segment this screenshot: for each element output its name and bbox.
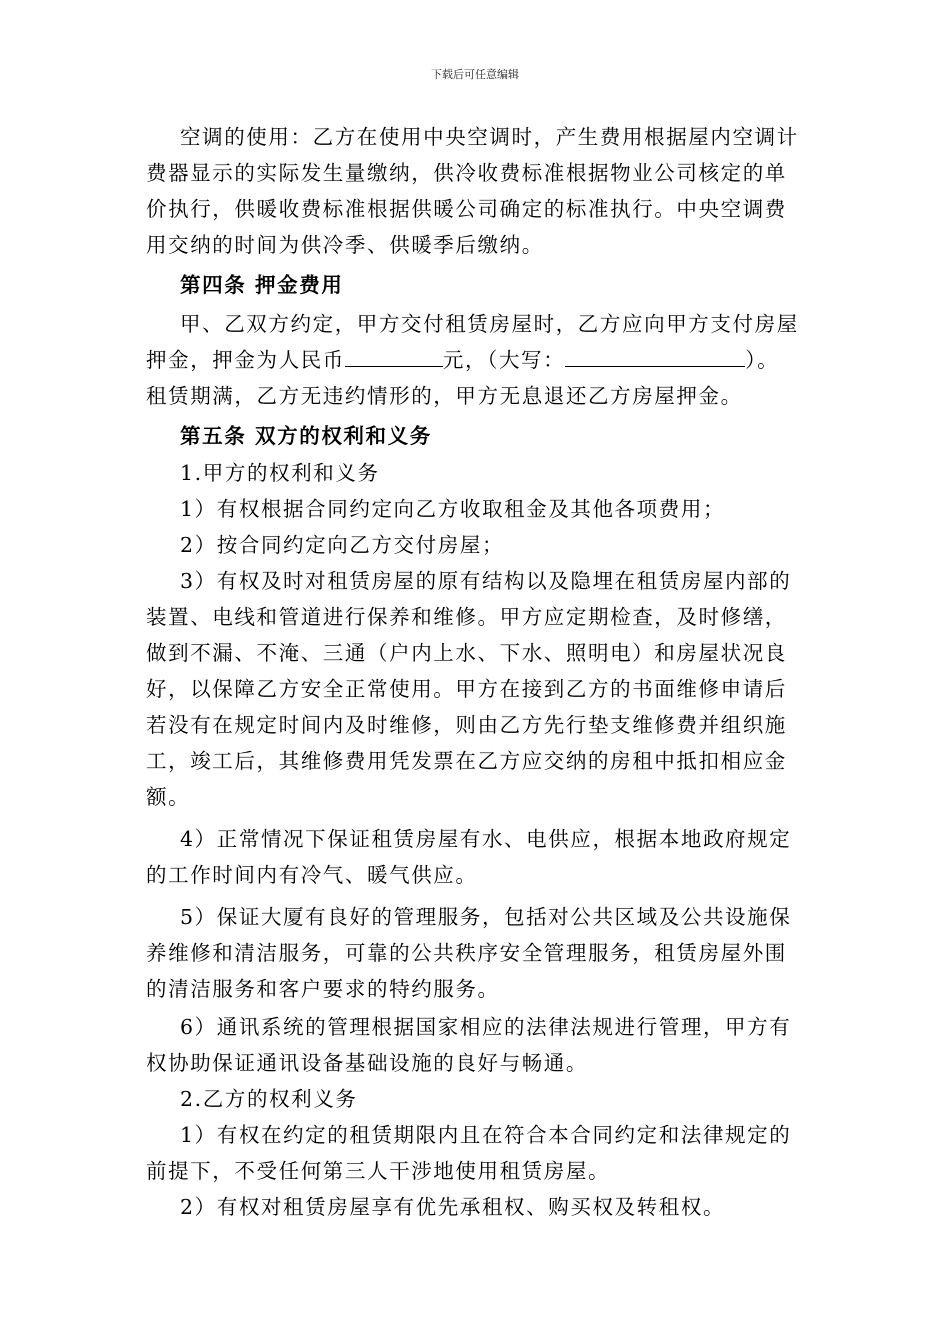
paragraph-line: 价执行，供暖收费标准根据供暖公司确定的标准执行。中央空调费	[146, 197, 787, 221]
paragraph-line: 空调的使用：乙方在使用中央空调时，产生费用根据屋内空调计	[180, 125, 799, 149]
paragraph-line: 权协助保证通讯设备基础设施的良好与畅通。	[146, 1051, 588, 1075]
deposit-text-2: 元，（大写：	[442, 348, 566, 372]
deposit-amount-line	[146, 347, 779, 373]
subsection-heading: 2.乙方的权利义务	[180, 1087, 358, 1111]
list-item: 1）有权在约定的租赁期限内且在符合本合同约定和法律规定的	[180, 1123, 792, 1147]
paragraph-line: 好，以保障乙方安全正常使用。甲方在接到乙方的书面维修申请后	[146, 677, 787, 701]
list-item: 4）正常情况下保证租赁房屋有水、电供应，根据本地政府规定	[180, 827, 792, 851]
deposit-amount-blank[interactable]	[345, 348, 443, 367]
page-header-note: 下载后可任意编辑	[431, 68, 519, 81]
subsection-heading: 1.甲方的权利和义务	[180, 461, 380, 485]
paragraph-line: 若没有在规定时间内及时维修，则由乙方先行垫支维修费并组织施	[146, 713, 787, 737]
list-item: 5）保证大厦有良好的管理服务，包括对公共区域及公共设施保	[180, 905, 792, 929]
paragraph-line: 费器显示的实际发生量缴纳，供冷收费标准根据物业公司核定的单	[146, 161, 787, 185]
list-item: 2）有权对租赁房屋享有优先承租权、购买权及转租权。	[180, 1195, 726, 1219]
paragraph-line: 甲、乙双方约定，甲方交付租赁房屋时，乙方应向甲方支付房屋	[180, 312, 799, 336]
paragraph-line: 额。	[146, 785, 191, 809]
section-heading-article-5: 第五条 双方的权利和义务	[180, 424, 432, 448]
paragraph-line: 的清洁服务和客户要求的特约服务。	[146, 977, 500, 1001]
list-item: 6）通讯系统的管理根据国家相应的法律法规进行管理，甲方有	[180, 1015, 792, 1039]
paragraph-line: 前提下，不受任何第三人干涉地使用租赁房屋。	[146, 1159, 611, 1183]
paragraph-line: 用交纳的时间为供冷季、供暖季后缴纳。	[146, 233, 544, 257]
paragraph-line: 租赁期满，乙方无违约情形的，甲方无息退还乙方房屋押金。	[146, 384, 743, 408]
deposit-amount-words-blank[interactable]	[565, 348, 745, 367]
list-item: 1）有权根据合同约定向乙方收取租金及其他各项费用；	[180, 497, 726, 521]
deposit-text-3: ）。	[745, 348, 780, 372]
paragraph-line: 装置、电线和管道进行保养和维修。甲方应定期检查，及时修缮，	[146, 605, 787, 629]
section-heading-article-4: 第四条 押金费用	[180, 273, 344, 297]
list-item: 2）按合同约定向乙方交付房屋；	[180, 533, 505, 557]
paragraph-line: 工，竣工后，其维修费用凭发票在乙方应交纳的房租中抵扣相应金	[146, 749, 787, 773]
list-item: 3）有权及时对租赁房屋的原有结构以及隐埋在租赁房屋内部的	[180, 569, 792, 593]
deposit-text-1: 押金，押金为人民币	[146, 348, 345, 372]
paragraph-line: 做到不漏、不淹、三通（户内上水、下水、照明电）和房屋状况良	[146, 641, 787, 665]
paragraph-line: 的工作时间内有冷气、暖气供应。	[146, 863, 478, 887]
paragraph-line: 养维修和清洁服务，可靠的公共秩序安全管理服务，租赁房屋外围	[146, 941, 787, 965]
